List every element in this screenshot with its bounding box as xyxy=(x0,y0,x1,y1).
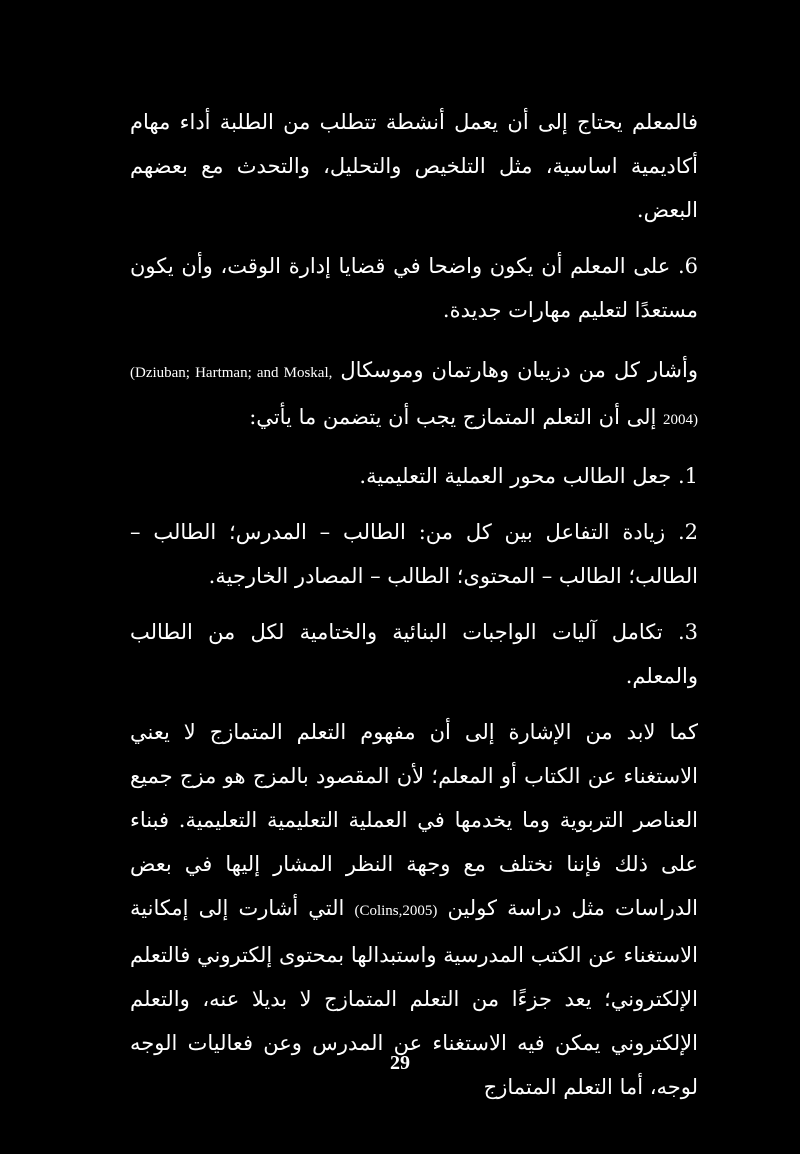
page-body xyxy=(130,100,698,1109)
citation-reference: (Colins,2005) xyxy=(354,903,438,919)
paragraph-text: إلى أن التعلم المتمازج يجب أن يتضمن ما يأتي: xyxy=(249,405,663,429)
list-item-1-student-centered: 1. جعل الطالب محور العملية التعليمية. xyxy=(359,464,698,488)
paragraph-blended-requirements xyxy=(130,348,698,442)
paragraph-text: التي أشارت إلى إمكانية الاستغناء عن الكتب المدرسية واستبدالها بمحتوى إلكتروني فالتعلم الإلكتروني؛ يعد جزءًا من التعلم المتمازج لا بديلا عنه، والتعلم الإلكتروني يمكن فيه الاستغناء عن المدرس وعن فعاليات الوجه لوجه، أما التعلم المتمازج xyxy=(130,896,698,1099)
paragraph-teacher-activities: فالمعلم يحتاج إلى أن يعمل أنشطة تتطلب من الطلبة أداء مهام أكاديمية اساسية، مثل التلخيص والتحليل، والتحدث مع بعضهم البعض. xyxy=(130,110,698,222)
citation-reference: (Dziuban; Hartman; and Moskal, 2004) xyxy=(130,365,698,428)
paragraph-text: كما لابد من الإشارة إلى أن مفهوم التعلم المتمازج لا يعني الاستغناء عن الكتاب أو المعلم؛ لأن المقصود بالمزج هو مزج جميع العناصر التربوية وما يخدمها في العملية التعليمية التعليمية. فبناء على ذلك فإننا نختلف مع وجهة النظر المشار إليها في بعض الدراسات مثل دراسة كولين xyxy=(130,720,698,920)
page-number: 29 xyxy=(390,1052,410,1074)
list-item-2-interaction: 2. زيادة التفاعل بين كل من: الطالب – المدرس؛ الطالب – الطالب؛ الطالب – المحتوى؛ الطالب – المصادر الخارجية. xyxy=(130,520,699,588)
list-item-6-time-management: 6. على المعلم أن يكون واضحا في قضايا إدارة الوقت، وأن يكون مستعدًا لتعليم مهارات جديدة. xyxy=(130,254,698,322)
list-item-3-assignments: 3. تكامل آليات الواجبات البنائية والختامية لكل من الطالب والمعلم. xyxy=(130,620,698,688)
paragraph-text: وأشار كل من دزيبان وهارتمان وموسكال xyxy=(332,358,698,382)
paragraph-blended-meaning xyxy=(130,710,698,1109)
